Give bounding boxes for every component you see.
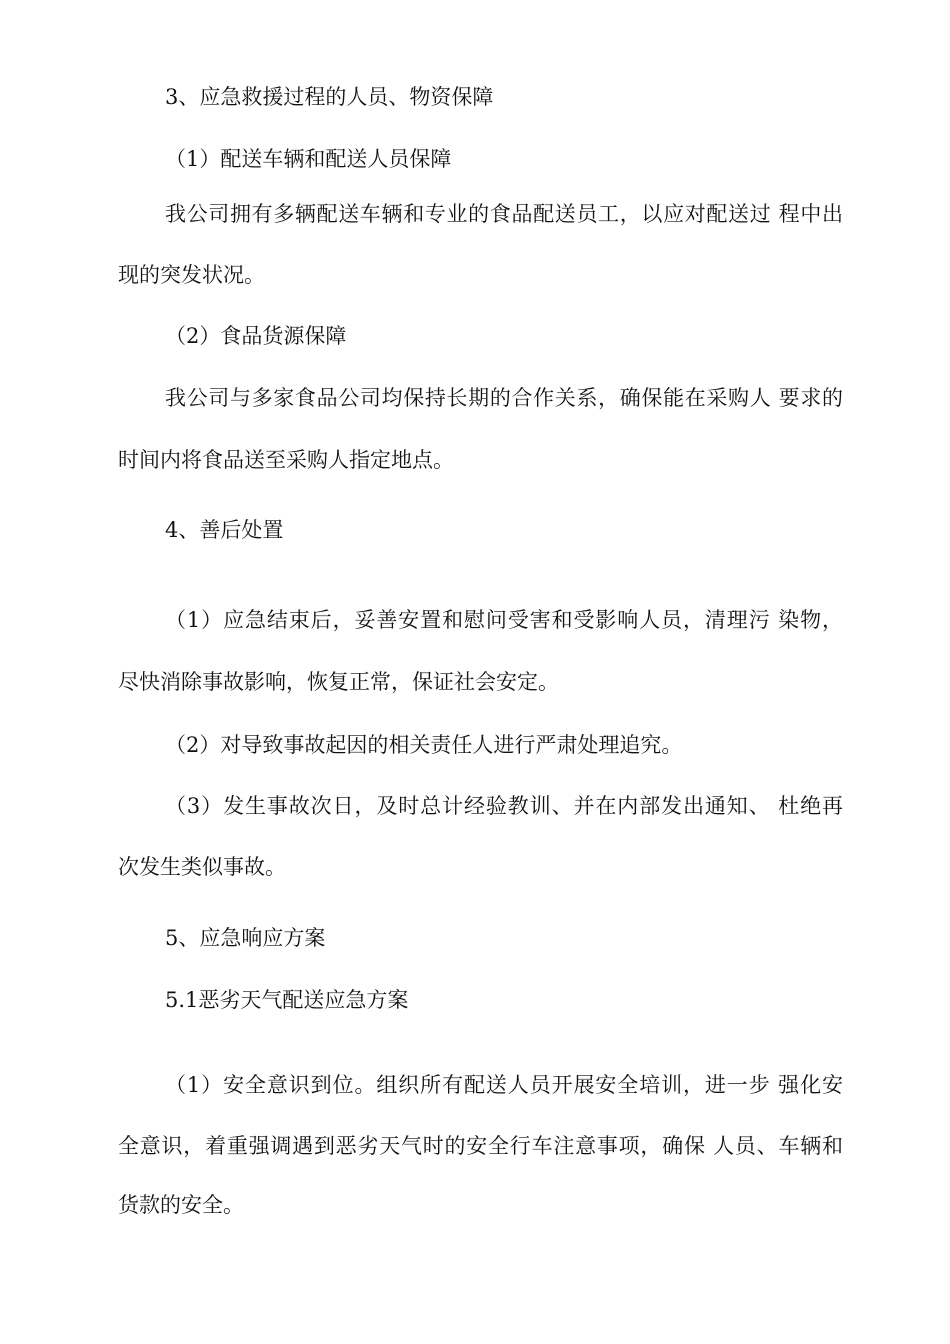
- subheading-food-supply: （2）食品货源保障: [165, 324, 347, 348]
- subheading-bad-weather: 5.1恶劣天气配送应急方案: [165, 988, 409, 1012]
- paragraph-line: （1）应急结束后，妥善安置和慰问受害和受影响人员，清理污 染物，: [165, 608, 843, 632]
- paragraph-line: （1）安全意识到位。组织所有配送人员开展安全培训，进一步 强化安: [165, 1073, 843, 1097]
- subheading-vehicles-staff: （1）配送车辆和配送人员保障: [165, 147, 452, 171]
- heading-section-3: 3、应急救援过程的人员、物资保障: [165, 85, 494, 109]
- paragraph-line: 次发生类似事故。: [118, 855, 286, 879]
- paragraph-line: 我公司拥有多辆配送车辆和专业的食品配送员工，以应对配送过 程中出: [165, 202, 843, 226]
- paragraph-line: （2）对导致事故起因的相关责任人进行严肃处理追究。: [165, 733, 683, 757]
- paragraph-line: 货款的安全。: [118, 1193, 244, 1217]
- paragraph-line: 时间内将食品送至采购人指定地点。: [118, 448, 454, 472]
- paragraph-line: 现的突发状况。: [118, 263, 265, 287]
- paragraph-line: （3）发生事故次日，及时总计经验教训、并在内部发出通知、 杜绝再: [165, 794, 843, 818]
- heading-section-5: 5、应急响应方案: [165, 926, 326, 950]
- heading-section-4: 4、善后处置: [165, 518, 284, 542]
- paragraph-line: 尽快消除事故影响，恢复正常，保证社会安定。: [118, 670, 559, 694]
- paragraph-line: 全意识，着重强调遇到恶劣天气时的安全行车注意事项，确保 人员、车辆和: [118, 1134, 843, 1158]
- paragraph-line: 我公司与多家食品公司均保持长期的合作关系，确保能在采购人 要求的: [165, 386, 843, 410]
